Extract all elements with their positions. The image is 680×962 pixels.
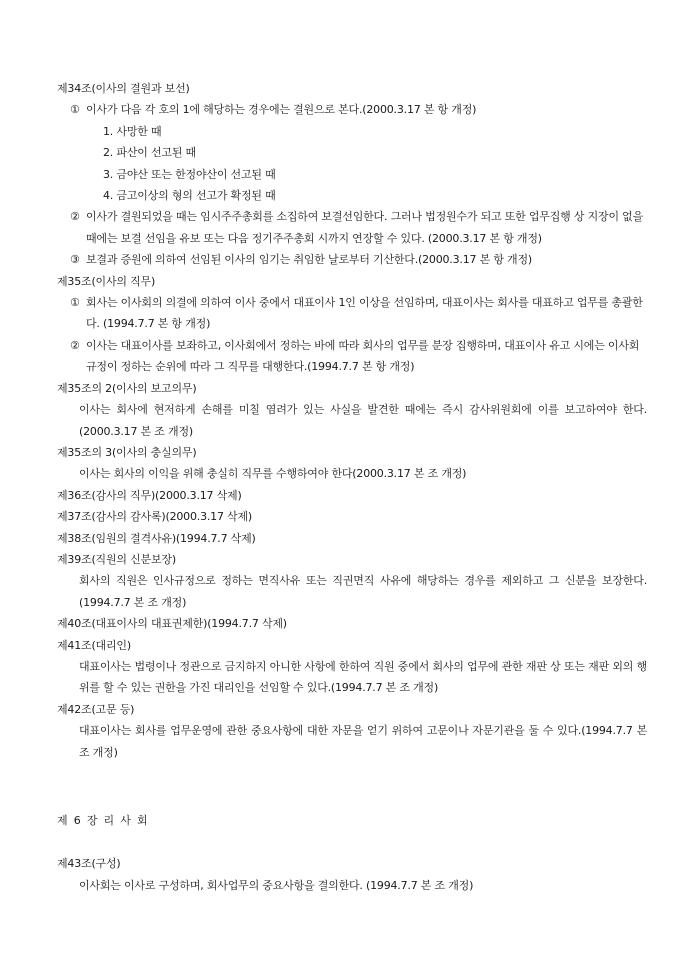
para-number: ② bbox=[70, 210, 80, 224]
article-34-para-3 bbox=[64, 249, 647, 270]
para-text: 이사가 결원되었을 때는 임시주주총회를 소집하여 보결선임한다. 그러나 법정원수가 되고 또한 업무집행 상 지장이 없을 때에는 보결 선임을 유보 또는 다음 정기주주총회 시까지 연장할 수 있다. (2000.3.17 본 항 개정) bbox=[86, 210, 644, 245]
para-text: 보결과 증원에 의하여 선임된 이사의 임기는 취임한 날로부터 기산한다.(2000.3.17 본 항 개정) bbox=[86, 253, 532, 267]
article-34-title: 제34조(이사의 결원과 보선) bbox=[57, 82, 190, 95]
article-35-3-title: 제35조의 3(이사의 충실의무) bbox=[57, 445, 197, 459]
para-number: ② bbox=[70, 338, 80, 352]
article-35-3-body: 이사는 회사의 이익을 위해 충실히 직무를 수행하여야 한다(2000.3.17 본 조 개정) bbox=[79, 467, 467, 481]
article-34-para-2 bbox=[64, 206, 647, 249]
article-34-item-2: 2. 파산이 선고된 때 bbox=[103, 146, 196, 160]
para-text: 회사는 이사회의 의결에 의하여 이사 중에서 대표이사 1인 이상을 선임하며, 대표이사는 회사를 대표하고 업무를 총괄한다. (1994.7.7 본 항 개정) bbox=[86, 296, 643, 331]
article-34-para-1 bbox=[64, 99, 647, 120]
section-spacer bbox=[57, 831, 647, 853]
article-34-item-1: 1. 사망한 때 bbox=[103, 124, 162, 138]
section-spacer bbox=[57, 763, 647, 810]
article-34-item-4: 4. 금고이상의 형의 선고가 확정된 때 bbox=[103, 189, 276, 203]
article-38-title: 제38조(임원의 결격사유)(1994.7.7 삭제) bbox=[57, 531, 256, 545]
article-39-title: 제39조(직원의 신분보장) bbox=[57, 552, 176, 566]
article-42-title: 제42조(고문 등) bbox=[57, 702, 135, 716]
article-35-2-title: 제35조의 2(이사의 보고의무) bbox=[57, 381, 197, 395]
article-34-item-3: 3. 금야산 또는 한정야산이 선고된 때 bbox=[103, 167, 276, 181]
article-39-body: 회사의 직원은 인사규정으로 정하는 면직사유 또는 직권면직 사유에 해당하는 경우를 제외하고 그 신분을 보장한다. (1994.7.7 본 조 개정) bbox=[79, 574, 647, 609]
article-35-2-body: 이사는 회사에 현저하게 손해를 미칠 염려가 있는 사실을 발견한 때에는 즉시 감사위원회에 이를 보고하여야 한다. (2000.3.17 본 조 개정) bbox=[79, 403, 647, 438]
article-41-title: 제41조(대리인) bbox=[57, 638, 131, 652]
article-35-para-1 bbox=[64, 292, 647, 335]
article-36-title: 제36조(감사의 직무)(2000.3.17 삭제) bbox=[57, 488, 242, 502]
para-number: ① bbox=[70, 296, 80, 310]
article-43-body: 이사회는 이사로 구성하며, 회사업무의 중요사항을 결의한다. (1994.7.7 본 조 개정) bbox=[79, 878, 474, 892]
article-40-title: 제40조(대표이사의 대표권제한)(1994.7.7 삭제) bbox=[57, 617, 287, 631]
para-text: 이사가 다음 각 호의 1에 해당하는 경우에는 결원으로 본다.(2000.3.17 본 항 개정) bbox=[86, 103, 477, 117]
article-37-title: 제37조(감사의 감사록)(2000.3.17 삭제) bbox=[57, 510, 252, 524]
article-41-body: 대표이사는 법령이나 정관으로 금지하지 아니한 사항에 한하여 직원 중에서 회사의 업무에 관한 재판 상 또는 재판 외의 행위를 할 수 있는 권한을 가진 대리인을 선임할 수 있다.(1994.7.7 본 조 개정) bbox=[79, 659, 647, 695]
article-43-title: 제43조(구성) bbox=[57, 857, 121, 871]
para-number: ① bbox=[70, 103, 80, 117]
para-text: 이사는 대표이사를 보좌하고, 이사회에서 정하는 바에 따라 회사의 업무를 분장 집행하며, 대표이사 유고 시에는 이사회규정이 정하는 순위에 따라 그 직무를 대행한다.(1994.7.7 본 항 개정) bbox=[86, 338, 640, 374]
article-35-title: 제35조(이사의 직무) bbox=[57, 274, 156, 288]
article-42-body: 대표이사는 회사를 업무운영에 관한 중요사항에 대한 자문을 얻기 위하여 고문이나 자문기관을 둘 수 있다.(1994.7.7 본 조 개정) bbox=[79, 724, 647, 759]
article-35-para-2 bbox=[64, 335, 647, 378]
document-page bbox=[57, 78, 647, 896]
para-number: ③ bbox=[70, 253, 80, 267]
chapter-heading: 제 6 장 리 사 회 bbox=[57, 814, 148, 827]
